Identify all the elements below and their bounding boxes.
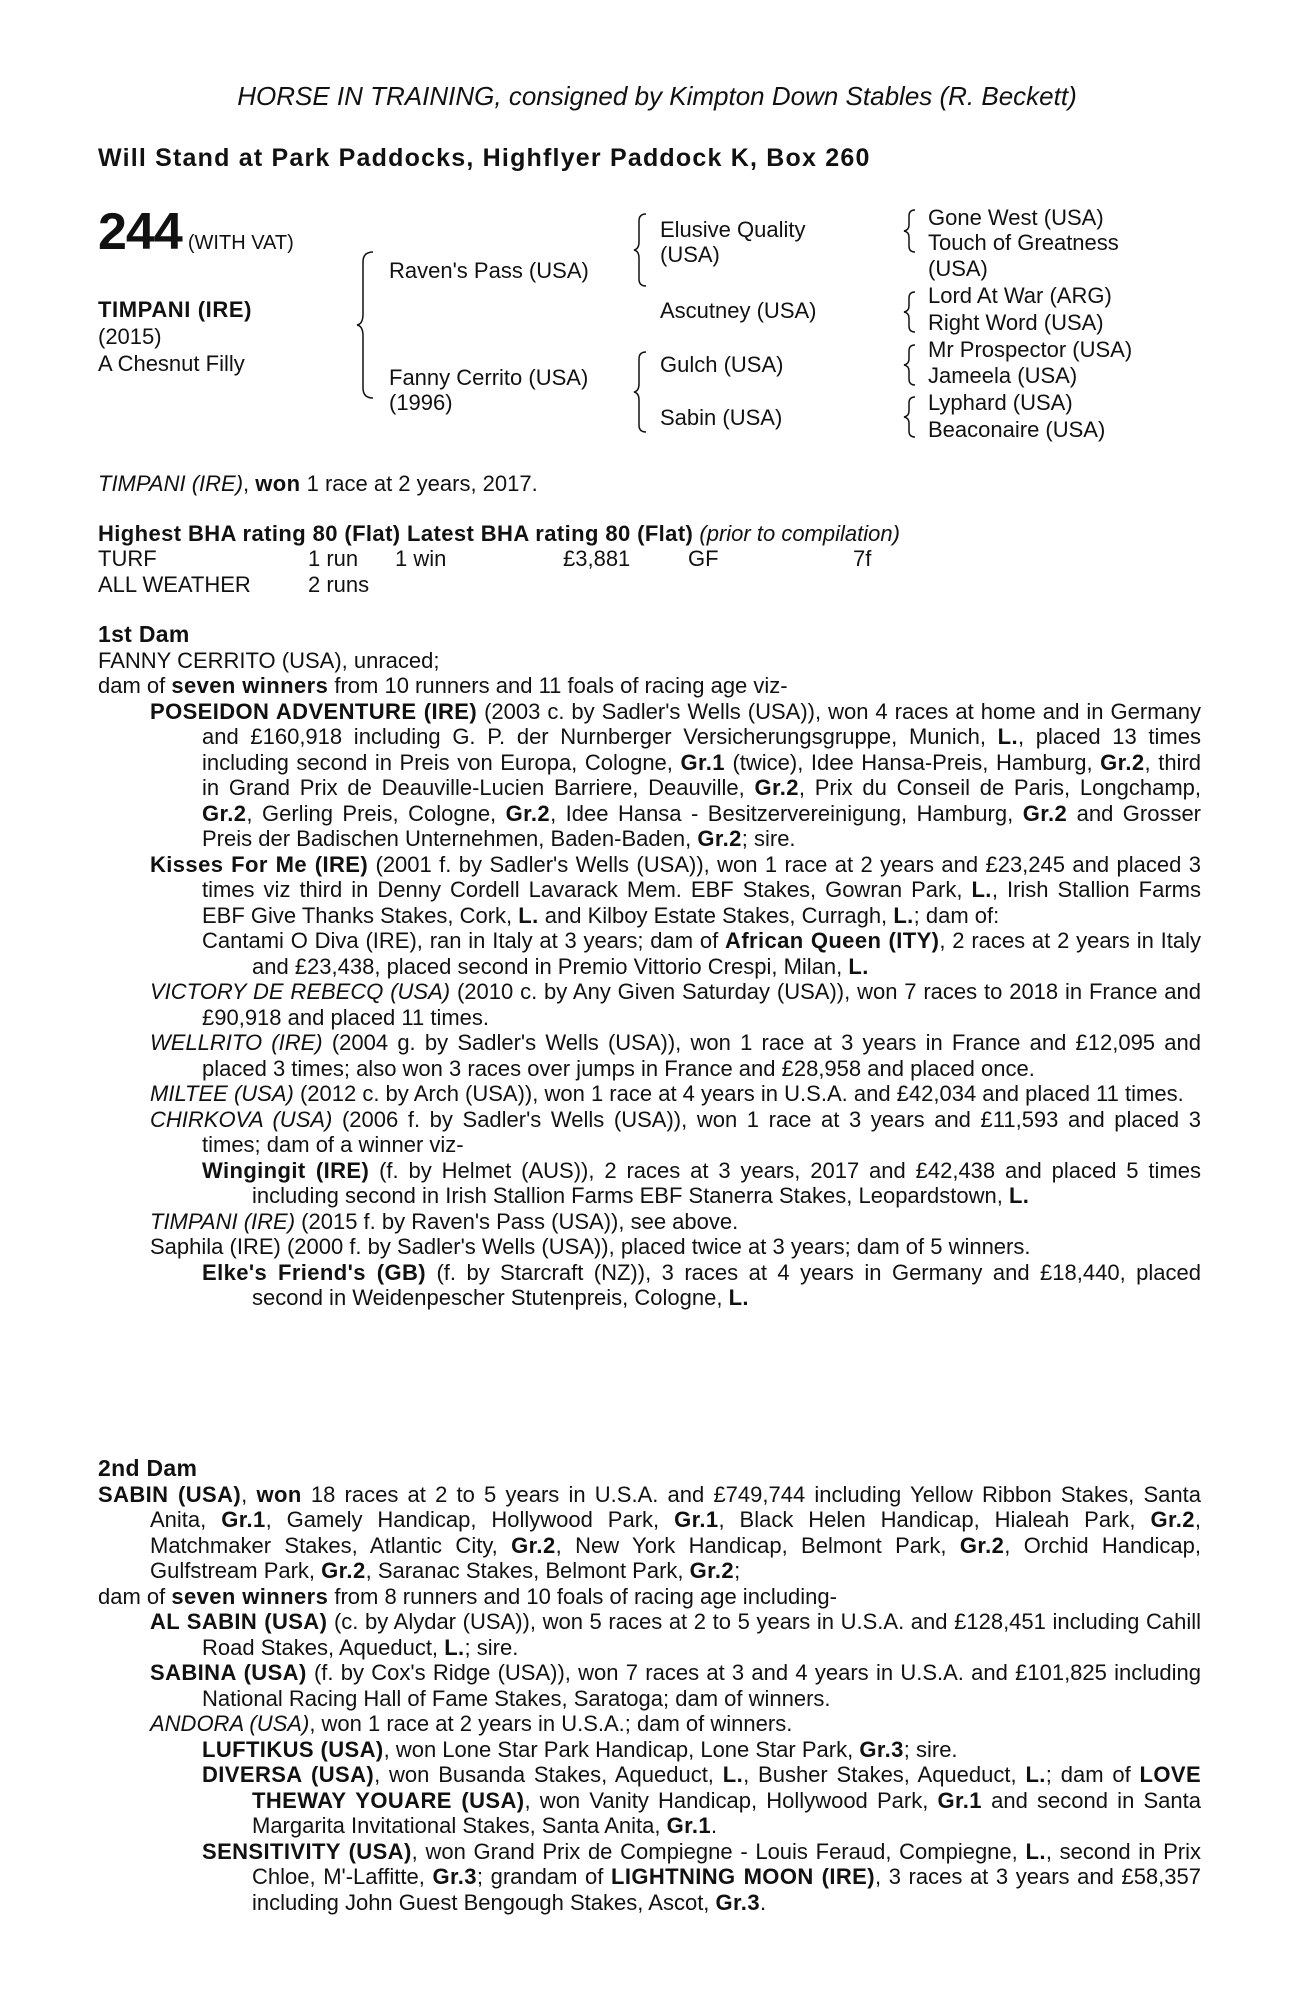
list-item: LUFTIKUS (USA), won Lone Star Park Handicap, Lone Star Park, Gr.3; sire. xyxy=(202,1736,958,1762)
pedigree-g1: Gone West (USA) xyxy=(928,205,1104,230)
second-dam-produce: dam of seven winners from 8 runners and 10 foals of racing age including- xyxy=(98,1583,837,1609)
pedigree-dam-year: (1996) xyxy=(389,390,453,415)
list-item: CHIRKOVA (USA) (2006 f. by Sadler's Wells (USA)), won 1 race at 3 years and £11,593 and placed 3 times; dam of a winner viz- xyxy=(150,1106,1201,1157)
horse-description: A Chesnut Filly xyxy=(98,351,245,376)
lot-number-line xyxy=(98,203,294,261)
pedigree-brace-g3 xyxy=(902,343,922,387)
horse-name: TIMPANI (IRE) xyxy=(98,297,253,322)
pedigree-g7: Lyphard (USA) xyxy=(928,390,1073,415)
pedigree-sire-sire-country: (USA) xyxy=(660,242,720,267)
lot-vat: (WITH VAT) xyxy=(187,232,294,254)
pedigree-g5: Mr Prospector (USA) xyxy=(928,337,1133,362)
pedigree-brace-sire xyxy=(632,212,654,288)
list-item: DIVERSA (USA), won Busanda Stakes, Aqueduct, L., Busher Stakes, Aqueduct, L.; dam of LOVE THEWAY YOUARE (USA), won Vanity Handicap, Hollywood Park, Gr.1 and second in Santa Margarita Invitational Stakes, Santa Anita, Gr.1. xyxy=(202,1762,1202,1838)
pedigree-brace-g1 xyxy=(902,208,922,254)
race-summary: TIMPANI (IRE), won 1 race at 2 years, 2017. xyxy=(98,471,538,496)
list-item: SABIN (USA), won 18 races at 2 to 5 years in U.S.A. and £749,744 including Yellow Ribbon Stakes, Santa Anita, Gr.1, Gamely Handicap, Hollywood Park, Gr.1, Black Helen Handicap, Hialeah Park, Gr.2, Matchmaker Stakes, Atlantic City, Gr.2, New York Handicap, Belmont Park, Gr.2, Orchid Handicap, Gulfstream Park, Gr.2, Saranac Stakes, Belmont Park, Gr.2; xyxy=(98,1481,1202,1583)
list-item: ANDORA (USA), won 1 race at 2 years in U.S.A.; dam of winners. xyxy=(150,1711,793,1736)
pedigree-brace-g4 xyxy=(902,395,922,439)
second-dam-section xyxy=(98,1456,1201,1915)
list-item: Elke's Friend's (GB) (f. by Starcraft (NZ)), 3 races at 4 years in Germany and £18,440, placed second in Weidenpescher Stutenpreis, Cologne, L. xyxy=(202,1259,1201,1310)
list-item: SABINA (USA) (f. by Cox's Ridge (USA)), won 7 races at 3 and 4 years in U.S.A. and £101,825 including National Racing Hall of Fame Stakes, Saratoga; dam of winners. xyxy=(150,1660,1201,1711)
bha-rating-bold: Highest BHA rating 80 (Flat) Latest BHA rating 80 (Flat) xyxy=(98,521,694,546)
pedigree-g3: Lord At War (ARG) xyxy=(928,283,1112,308)
lot-number: 244 xyxy=(98,203,182,261)
first-dam-line: FANNY CERRITO (USA), unraced; xyxy=(98,647,440,673)
list-item: MILTEE (USA) (2012 c. by Arch (USA)), won 1 race at 4 years in U.S.A. and £42,034 and placed 11 times. xyxy=(150,1081,1184,1106)
pedigree-sire: Raven's Pass (USA) xyxy=(389,258,589,283)
pedigree-brace-g2 xyxy=(902,290,922,334)
list-item: WELLRITO (IRE) (2004 g. by Sadler's Wells (USA)), won 1 race at 3 years in France and £12,095 and placed 3 times; also won 3 races over jumps in France and £28,958 and placed once. xyxy=(150,1030,1201,1081)
list-item: POSEIDON ADVENTURE (IRE) (2003 c. by Sadler's Wells (USA)), won 4 races at home and in Germany and £160,918 including G. P. der Nurnberger Versicherungsgruppe, Munich, L., placed 13 times including second in Preis von Europa, Cologne, Gr.1 (twice), Idee Hansa-Preis, Hamburg, Gr.2, third in Grand Prix de Deauville-Lucien Barriere, Deauville, Gr.2, Prix du Conseil de Paris, Longchamp, Gr.2, Gerling Preis, Cologne, Gr.2, Idee Hansa - Besitzervereinigung, Hamburg, Gr.2 and Grosser Preis der Badischen Unternehmen, Baden-Baden, Gr.2; sire. xyxy=(150,698,1202,851)
pedigree-dam-sire: Gulch (USA) xyxy=(660,352,784,377)
list-item: VICTORY DE REBECQ (USA) (2010 c. by Any Given Saturday (USA)), won 7 races to 2018 in France and £90,918 and placed 11 times. xyxy=(150,979,1201,1030)
list-item: TIMPANI (IRE) (2015 f. by Raven's Pass (USA)), see above. xyxy=(150,1208,739,1234)
second-dam-heading: 2nd Dam xyxy=(98,1455,198,1481)
pedigree-sire-dam: Ascutney (USA) xyxy=(660,298,817,323)
list-item: Saphila (IRE) (2000 f. by Sadler's Wells (USA)), placed twice at 3 years; dam of 5 winners. xyxy=(150,1234,1031,1259)
pedigree-dam: Fanny Cerrito (USA) xyxy=(389,365,589,390)
list-item: Wingingit (IRE) (f. by Helmet (AUS)), 2 races at 3 years, 2017 and £42,438 and placed 5 times including second in Irish Stallion Farms EBF Stanerra Stakes, Leopardstown, L. xyxy=(202,1157,1201,1208)
pedigree-g8: Beaconaire (USA) xyxy=(928,417,1106,442)
page-title: HORSE IN TRAINING, consigned by Kimpton Down Stables (R. Beckett) xyxy=(237,81,1077,111)
venue-line: Will Stand at Park Paddocks, Highflyer Paddock K, Box 260 xyxy=(98,144,871,172)
pedigree-brace-dam xyxy=(632,350,654,434)
first-dam-produce: dam of seven winners from 10 runners and 11 foals of racing age viz- xyxy=(98,673,788,698)
pedigree-brace-main xyxy=(355,250,385,400)
first-dam-section xyxy=(98,622,1201,1311)
list-item: AL SABIN (USA) (c. by Alydar (USA)), won 5 races at 2 to 5 years in U.S.A. and £128,451 including Cahill Road Stakes, Aqueduct, L.; sire. xyxy=(150,1609,1201,1660)
list-item: Cantami O Diva (IRE), ran in Italy at 3 years; dam of African Queen (ITY), 2 races at 2 years in Italy and £23,438, placed second in Premio Vittorio Crespi, Milan, L. xyxy=(202,928,1201,979)
pedigree-g2-country: (USA) xyxy=(928,256,988,281)
race-record-table xyxy=(98,546,871,597)
list-item: SENSITIVITY (USA), won Grand Prix de Compiegne - Louis Feraud, Compiegne, L., second in Prix Chloe, M'-Laffitte, Gr.3; grandam of LIGHTNING MOON (IRE), 3 races at 3 years and £58,357 including John Guest Bengough Stakes, Ascot, Gr.3. xyxy=(202,1838,1201,1915)
bha-rating-note: (prior to compilation) xyxy=(699,521,900,546)
table-row: ALL WEATHER 2 runs xyxy=(98,571,370,597)
pedigree-dam-dam: Sabin (USA) xyxy=(660,405,783,430)
list-item: Kisses For Me (IRE) (2001 f. by Sadler's Wells (USA)), won 1 race at 2 years and £23,245 and placed 3 times viz third in Denny Cordell Lavarack Mem. EBF Stakes, Gowran Park, L., Irish Stallion Farms EBF Give Thanks Stakes, Cork, L. and Kilboy Estate Stakes, Curragh, L.; dam of: xyxy=(150,851,1201,928)
first-dam-heading: 1st Dam xyxy=(98,621,190,647)
table-row: TURF 1 run 1 win £3,881 GF 7f xyxy=(98,546,872,571)
pedigree-sire-sire: Elusive Quality xyxy=(660,217,806,242)
pedigree-g4: Right Word (USA) xyxy=(928,310,1104,335)
pedigree-g6: Jameela (USA) xyxy=(928,363,1078,388)
horse-year: (2015) xyxy=(98,324,162,349)
pedigree-g2: Touch of Greatness xyxy=(928,230,1119,255)
bha-rating xyxy=(98,521,900,547)
